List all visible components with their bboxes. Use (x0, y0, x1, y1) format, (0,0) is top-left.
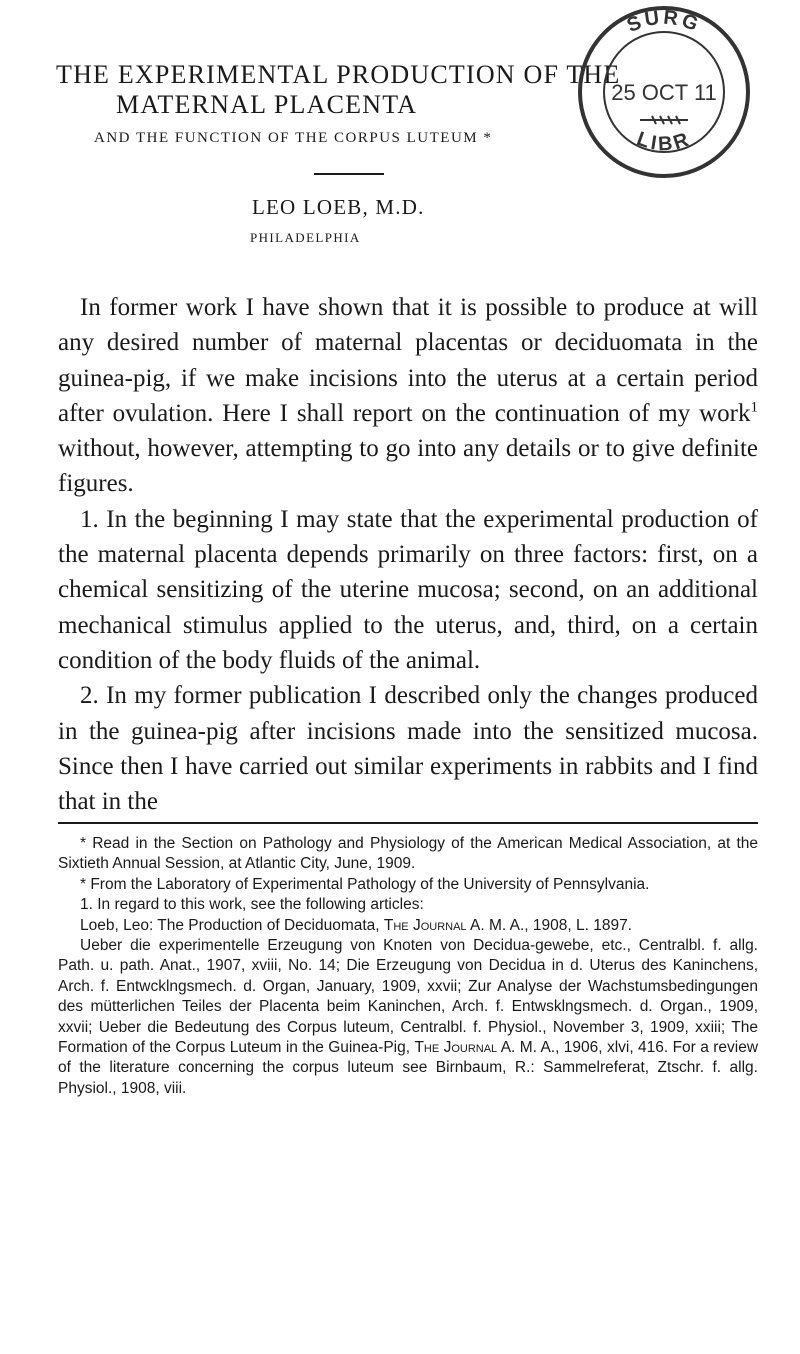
article-subtitle: AND THE FUNCTION OF THE CORPUS LUTEUM * (94, 130, 493, 146)
stamp-bottom-text: LIBR (633, 127, 695, 156)
reference-2-citation: A. M. A., 1906, xlvi, 416. For a review of the literature concerning the corpus luteum see Birnbaum, R.: Sammelreferat, Ztschr. f. allg. Physiol., 1908, viii. (58, 1039, 759, 1097)
article-title-line-1: THE EXPERIMENTAL PRODUCTION OF THE (56, 60, 621, 89)
footnote-read: * Read in the Section on Pathology and Physiology of the American Medical Association, at the Sixtieth Annual Session, at Atlantic City, June, 1909. (58, 835, 758, 873)
footnote-laboratory: * From the Laboratory of Experimental Pathology of the University of Pennsylvania. (80, 875, 650, 893)
body-paragraph-intro-end: without, however, attempting to go into any details or to give definite figures. (58, 435, 758, 498)
footnote-reference-1 (58, 916, 758, 936)
article-body (58, 290, 758, 819)
footnotes (58, 834, 758, 1099)
author-name: LEO LOEB, M.D. (252, 195, 425, 219)
article-header (56, 60, 621, 246)
reference-2-journal: The Journal (414, 1039, 498, 1057)
body-paragraph-2: 2. In my former publication I described only the changes produced in the guinea-pig after incisions made into the sensitized mucosa. Since then I have carried out similar experiments in rabbits and I find that in the (58, 682, 758, 816)
reference-1-citation: A. M. A., 1908, L. 1897. (466, 916, 632, 934)
author-affiliation: PHILADELPHIA (250, 230, 361, 245)
body-paragraph-intro (58, 290, 758, 502)
footnote-1: 1. In regard to this work, see the following articles: (80, 896, 424, 914)
footnote-marker-1: 1 (750, 399, 758, 416)
footnote-reference-2 (58, 936, 758, 1099)
stamp-date: 25 OCT 11 (611, 80, 717, 105)
body-paragraph-intro-text: In former work I have shown that it is possible to produce at will any desired number of maternal placentas or deciduomata in the guinea-pig, if we make incisions into the uterus at a certain period after ovulation. Here I shall report on the continuation of my work (58, 294, 758, 427)
library-stamp (574, 2, 754, 182)
reference-2-text: Ueber die experimentelle Erzeugung von Knoten von Decidua-gewebe, etc., Centralbl. f. allg. Path. u. path. Anat., 1907, xviii, No. 14; Die Erzeugung von Decidua in d. Uterus des Kaninchens, Arch. f. Entwcklngsmech. d. Organ, January, 1909, xxvii; Zur Analyse der Wachstumsbedingungen des mütterlichen Teiles der Placenta beim Kaninchen, Arch. f. Entwsklngsmech. d. Organ., 1909, xxvii; Ueber die Bedeutung des Corpus luteum, Centralbl. f. Physiol., November 3, 1909, xxiii; The Formation of the Corpus Luteum in the Guinea-Pig, (58, 937, 758, 1057)
reference-1-journal: The Journal (383, 916, 467, 934)
reference-1-text: Loeb, Leo: The Production of Deciduomata, (80, 916, 384, 934)
article-title-line-2: MATERNAL PLACENTA (116, 90, 418, 119)
stamp-top-text: SURG (623, 6, 704, 37)
footnote-divider (58, 822, 758, 824)
title-divider (314, 173, 384, 175)
stamp-ornament (640, 116, 688, 124)
body-paragraph-1: 1. In the beginning I may state that the experimental production of the maternal placenta depends primarily on three factors: first, on a chemical sensitizing of the uterine mucosa; second, on an additional mechanical stimulus applied to the uterus, and, third, on a certain condition of the body fluids of the animal. (58, 505, 758, 674)
